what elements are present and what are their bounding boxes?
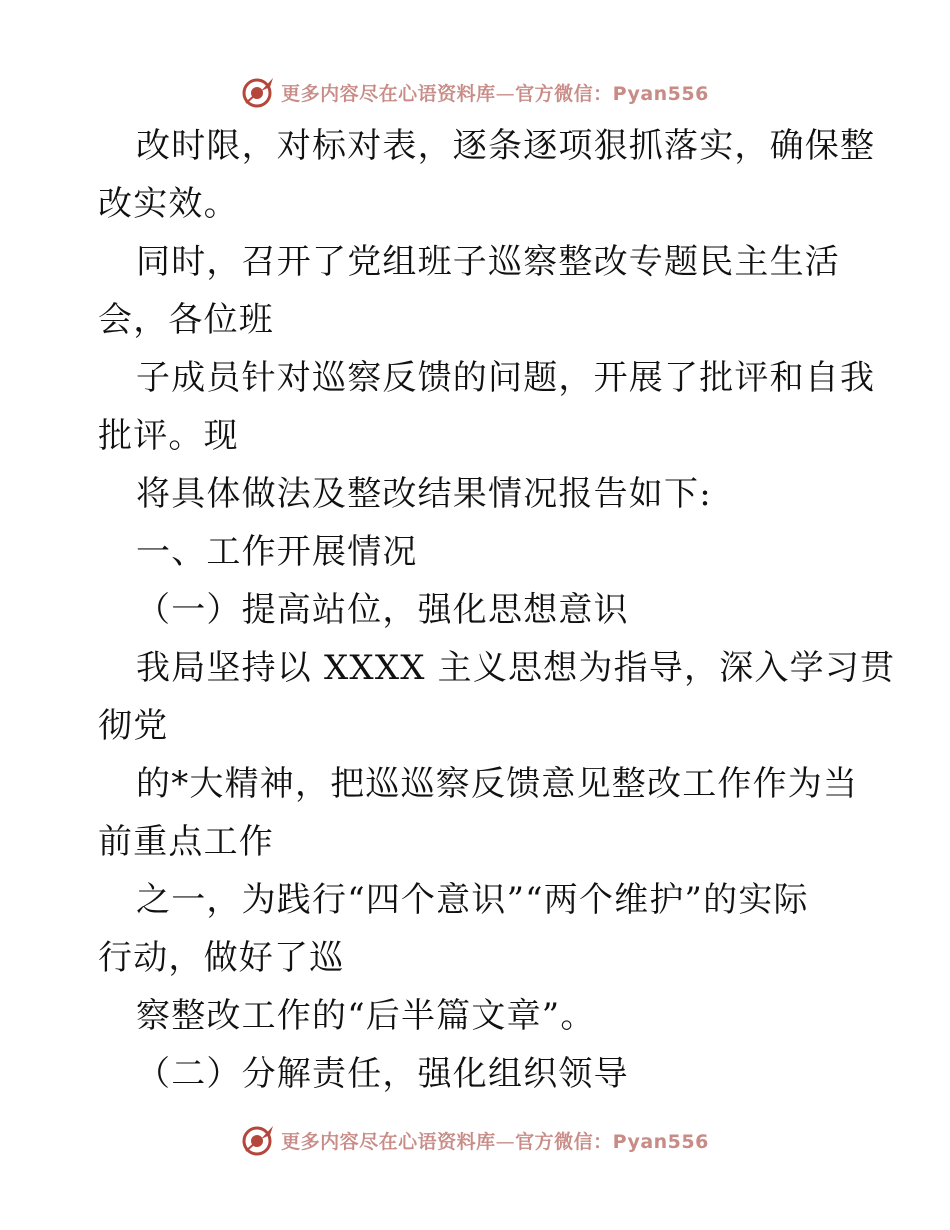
body-line: 子成员针对巡察反馈的问题，开展了批评和自我: [136, 358, 876, 398]
body-line: 改时限，对标对表，逐条逐项狠抓落实，确保整: [136, 126, 876, 166]
quill-seal-icon: [241, 75, 275, 109]
section-heading: 一、工作开展情况: [136, 532, 418, 572]
body-line: 彻党: [98, 706, 169, 746]
header-banner-text: 更多内容尽在心语资料库—官方微信：Pyan556: [281, 82, 709, 105]
body-line: 批评。现: [98, 416, 239, 456]
body-line: 会，各位班: [98, 300, 274, 340]
body-line: 之一，为践行“四个意识”“两个维护”的实际: [136, 880, 809, 920]
body-line: 前重点工作: [98, 822, 274, 862]
quill-seal-icon: [241, 1123, 275, 1157]
body-line: 同时，召开了党组班子巡察整改专题民主生活: [136, 242, 840, 282]
subsection-heading: （一）提高站位，强化思想意识: [136, 590, 629, 630]
document-body: [0, 117, 950, 1103]
header-watermark-banner: [0, 72, 950, 112]
body-line: 改实效。: [98, 184, 239, 224]
subsection-heading: （二）分解责任，强化组织领导: [136, 1054, 629, 1094]
body-line: 我局坚持以 XXXX 主义思想为指导，深入学习贯: [136, 648, 896, 688]
footer-banner-text: 更多内容尽在心语资料库—官方微信：Pyan556: [281, 1130, 709, 1153]
body-line: 的*大精神，把巡巡察反馈意见整改工作作为当: [136, 764, 859, 804]
body-line: 行动，做好了巡: [98, 938, 345, 978]
body-line: 将具体做法及整改结果情况报告如下:: [136, 474, 712, 514]
body-line: 察整改工作的“后半篇文章”。: [136, 996, 596, 1036]
footer-watermark-banner: [0, 1120, 950, 1160]
